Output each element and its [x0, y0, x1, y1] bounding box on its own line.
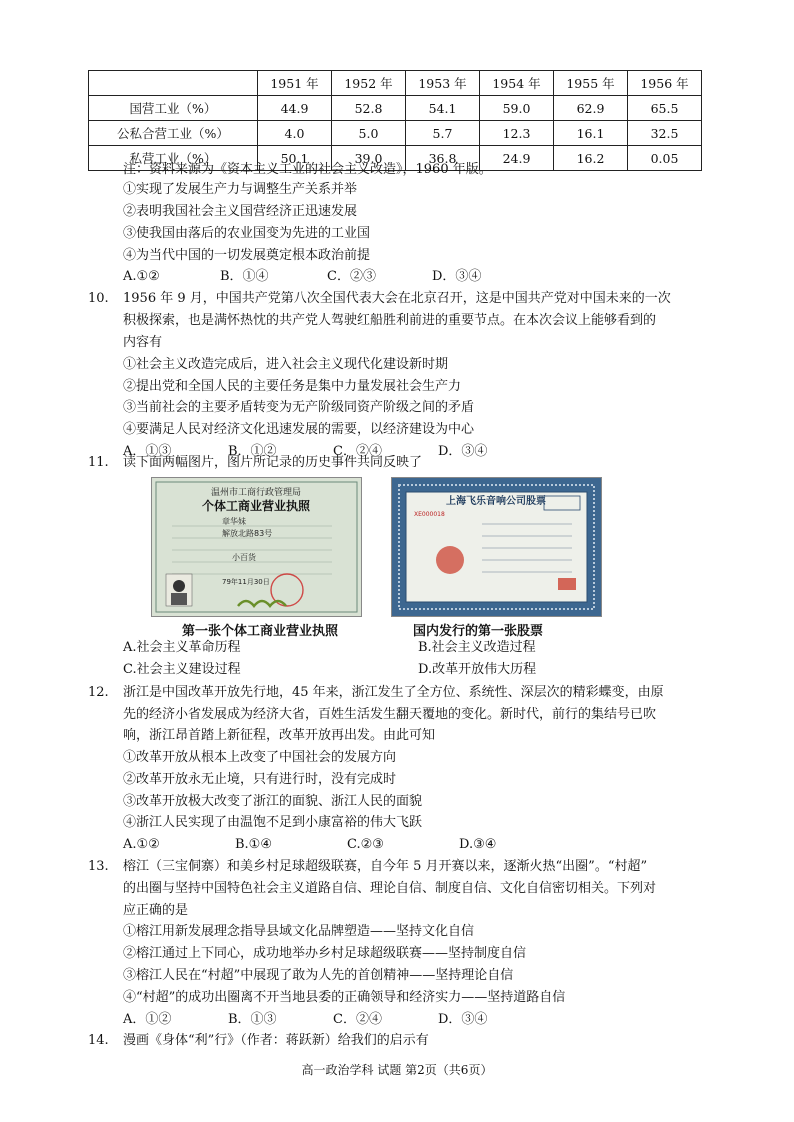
question-stem: 1956 年 9 月，中国共产党第八次全国代表大会在北京召开，这是中国共产党对中国未来的一次 — [123, 291, 671, 306]
table-row — [89, 121, 702, 146]
answer-choice[interactable]: B．①③ — [228, 1012, 277, 1027]
table-header-cell: 1952 年 — [332, 71, 406, 96]
table-header-cell: 1954 年 — [480, 71, 554, 96]
table-header-cell: 1955 年 — [554, 71, 628, 96]
stock-certificate-photo — [391, 477, 602, 617]
question-stem: 响，浙江昂首踏上新征程，改革开放再出发。由此可知 — [123, 728, 436, 743]
stock-serial-text: XE000018 — [414, 511, 445, 518]
question-stem: 浙江是中国改革开放先行地，45 年来，浙江发生了全方位、系统性、深层次的精彩蝶变，由原 — [123, 685, 664, 700]
answer-choice[interactable]: A.社会主义革命历程 — [123, 640, 241, 655]
answer-choice[interactable]: A.①② — [123, 837, 160, 852]
option-statement: ①社会主义改造完成后，进入社会主义现代化建设新时期 — [123, 357, 449, 372]
question-stem: 漫画《身体“利”行》（作者：蒋跃新）给我们的启示有 — [123, 1033, 429, 1048]
table-cell: 16.2 — [554, 146, 628, 171]
table-row-label: 公私合营工业（%） — [89, 121, 258, 146]
option-statement: ④“村超”的成功出圈离不开当地县委的正确领导和经济实力——坚持道路自信 — [123, 990, 566, 1005]
answer-choice[interactable]: C．②④ — [333, 1012, 382, 1027]
answer-choice[interactable]: D.改革开放伟大历程 — [418, 662, 537, 677]
question-stem: 榕江（三宝侗寨）和美乡村足球超级联赛，自今年 5 月开赛以来，逐渐火热“出圈”。“村超” — [123, 859, 648, 874]
option-statement: ①榕江用新发展理念指导县域文化品牌塑造——坚持文化自信 — [123, 924, 475, 939]
table-row — [89, 96, 702, 121]
option-statement: ①改革开放从根本上改变了中国社会的发展方向 — [123, 750, 397, 765]
question-number: 10. — [88, 291, 109, 306]
table-header-cell: 1953 年 — [406, 71, 480, 96]
license-name-text: 章华妹 — [222, 517, 246, 526]
table-cell: 65.5 — [628, 96, 702, 121]
answer-choice[interactable]: D．③④ — [438, 1012, 488, 1027]
license-title-text: 个体工商业营业执照 — [201, 499, 311, 513]
question-stem: 内容有 — [123, 335, 163, 350]
table-cell: 5.0 — [332, 121, 406, 146]
table-cell: 16.1 — [554, 121, 628, 146]
option-statement: ②改革开放永无止境，只有进行时，没有完成时 — [123, 772, 397, 787]
table-cell: 44.9 — [258, 96, 332, 121]
table-cell: 59.0 — [480, 96, 554, 121]
answer-choice[interactable]: D.③④ — [459, 837, 497, 852]
stock-title-text: 上海飞乐音响公司股票 — [446, 496, 546, 507]
license-item-text: 小百货 — [232, 553, 256, 562]
image-caption-right: 国内发行的第一张股票 — [413, 624, 544, 639]
license-address-text: 解放北路83号 — [222, 529, 273, 538]
answer-choice[interactable]: B.①④ — [235, 837, 272, 852]
answer-choice[interactable]: D．③④ — [438, 444, 488, 459]
license-issuer-text: 温州市工商行政管理局 — [210, 488, 302, 498]
table-cell: 4.0 — [258, 121, 332, 146]
table-cell: 24.9 — [480, 146, 554, 171]
option-statement: ③使我国由落后的农业国变为先进的工业国 — [123, 226, 371, 241]
answer-choice[interactable]: D．③④ — [432, 269, 482, 284]
table-header-cell: 1956 年 — [628, 71, 702, 96]
answer-choice[interactable]: C．②③ — [327, 269, 376, 284]
question-number: 14. — [88, 1033, 109, 1048]
table-cell: 54.1 — [406, 96, 480, 121]
answer-choice[interactable]: C.②③ — [347, 837, 384, 852]
question-stem: 应正确的是 — [123, 903, 189, 918]
answer-choice[interactable]: B．①④ — [220, 269, 269, 284]
option-statement: ①实现了发展生产力与调整生产关系并举 — [123, 182, 358, 197]
answer-choice[interactable]: C．②④ — [333, 444, 382, 459]
license-date-text: 79年11月30日 — [222, 578, 270, 586]
table-header-cell: 1951 年 — [258, 71, 332, 96]
question-stem: 先的经济小省发展成为经济大省，百姓生活发生翻天覆地的变化。新时代，前行的集结号已吹 — [123, 707, 657, 722]
answer-choice[interactable]: B.社会主义改造过程 — [418, 640, 536, 655]
option-statement: ④为当代中国的一切发展奠定根本政治前提 — [123, 248, 371, 263]
option-statement: ④要满足人民对经济文化迅速发展的需要，以经济建设为中心 — [123, 422, 475, 437]
option-statement: ③榕江人民在“村超”中展现了敢为人先的首创精神——坚持理论自信 — [123, 968, 514, 983]
page-footer: 高一政治学科 试题 第2页（共6页） — [301, 1063, 493, 1077]
option-statement: ②榕江通过上下同心，成功地举办乡村足球超级联赛——坚持制度自信 — [123, 946, 527, 961]
answer-choice[interactable]: A．①③ — [123, 444, 172, 459]
table-cell: 5.7 — [406, 121, 480, 146]
answer-choice[interactable]: A.①② — [123, 269, 160, 284]
option-statement: ③当前社会的主要矛盾转变为无产阶级同资产阶级之间的矛盾 — [123, 400, 475, 415]
table-cell: 32.5 — [628, 121, 702, 146]
industry-share-table — [88, 70, 702, 171]
question-stem: 读下面两幅图片，图片所记录的历史事件共同反映了 — [123, 455, 423, 470]
business-license-photo — [151, 477, 362, 617]
table-cell: 0.05 — [628, 146, 702, 171]
question-number: 11. — [88, 455, 109, 470]
table-cell: 36.8 — [406, 146, 480, 171]
table-cell: 12.3 — [480, 121, 554, 146]
table-cell: 50.1 — [258, 146, 332, 171]
answer-choice[interactable]: B．①② — [228, 444, 277, 459]
option-statement: ②表明我国社会主义国营经济正迅速发展 — [123, 204, 358, 219]
question-stem: 积极探索，也是满怀热忱的共产党人驾驶红船胜利前进的重要节点。在本次会议上能够看到的 — [123, 313, 657, 328]
option-statement: ④浙江人民实现了由温饱不足到小康富裕的伟大飞跃 — [123, 815, 423, 830]
table-row-label: 私营工业（%） — [89, 146, 258, 171]
table-cell: 39.0 — [332, 146, 406, 171]
table-header-row — [89, 71, 702, 96]
option-statement: ②提出党和全国人民的主要任务是集中力量发展社会生产力 — [123, 379, 462, 394]
table-row-label: 国营工业（%） — [89, 96, 258, 121]
table-header-cell — [89, 71, 258, 96]
option-statement: ③改革开放极大改变了浙江的面貌、浙江人民的面貌 — [123, 794, 423, 809]
question-number: 12. — [88, 685, 109, 700]
question-stem: 的出圈与坚持中国特色社会主义道路自信、理论自信、制度自信、文化自信密切相关。下列对 — [123, 881, 657, 896]
source-note: 注：资料来源为《资本主义工业的社会主义改造》，1960 年版。 — [123, 162, 492, 177]
image-caption-left: 第一张个体工商业营业执照 — [182, 624, 339, 639]
table-cell: 52.8 — [332, 96, 406, 121]
table-cell: 62.9 — [554, 96, 628, 121]
answer-choice[interactable]: A．①② — [123, 1012, 172, 1027]
question-number: 13. — [88, 859, 109, 874]
answer-choice[interactable]: C.社会主义建设过程 — [123, 662, 241, 677]
